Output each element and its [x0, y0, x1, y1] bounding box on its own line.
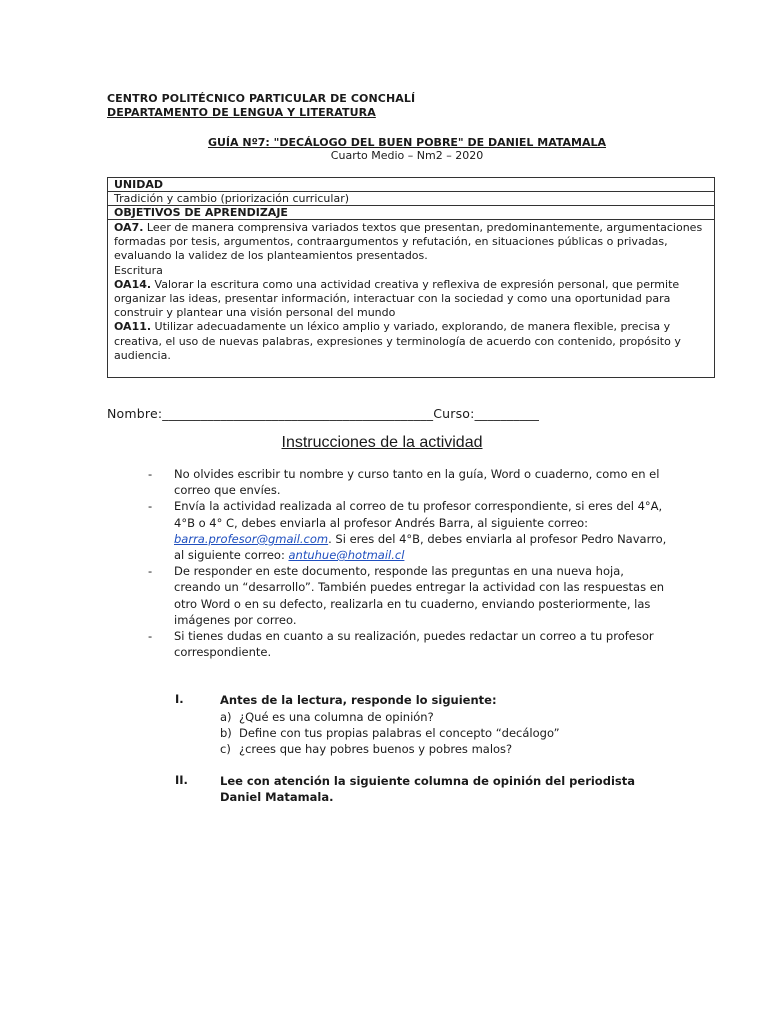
list-item: [148, 563, 668, 628]
section-reading: [175, 773, 655, 805]
unit-label: UNIDAD: [108, 178, 714, 192]
department-name: DEPARTAMENTO DE LENGUA Y LITERATURA: [107, 106, 376, 119]
bullet-dash: -: [148, 564, 153, 579]
unit-value: Tradición y cambio (priorización curricular): [108, 192, 714, 206]
institution-name: CENTRO POLITÉCNICO PARTICULAR DE CONCHALÍ: [107, 92, 416, 105]
activity-title: Instrucciones de la actividad: [281, 434, 483, 451]
section-before-reading: [175, 692, 655, 757]
question-text: Define con tus propias palabras el concepto “decálogo”: [239, 726, 560, 740]
list-item: [148, 466, 668, 498]
course-label: Curso:: [433, 406, 475, 421]
instruction-text: De responder en este documento, responde las preguntas en una nueva hoja, creando un “desarrollo”. También puedes entregar la actividad con las respuestas en otro Word o en su defecto, realizarla en tu cuaderno, enviando posteriormente, las imágenes por correo.: [174, 564, 665, 627]
question-letter: b): [220, 726, 232, 740]
objectives-cell: [108, 220, 714, 377]
objective-oa7: [114, 221, 708, 264]
objective-text: Utilizar adecuadamente un léxico amplio y variado, explorando, de manera flexible, precisa y creativa, el uso de nuevas palabras, expresiones y terminología de acuerdo con contenido, propósito y audiencia.: [114, 320, 681, 362]
bullet-dash: -: [148, 467, 153, 481]
objective-code: OA11.: [114, 320, 152, 334]
objective-text: Valorar la escritura como una actividad creativa y reflexiva de expresión personal, que permite organizar las ideas, presentar información, interactuar con la sociedad y como una oportunidad para construir y plantear una visión personal del mundo: [114, 277, 680, 320]
name-blank-field[interactable]: __________________________________________: [162, 406, 434, 421]
question-letter: a): [220, 710, 232, 724]
objective-text: Leer de manera comprensiva variados textos que presentan, predominantemente, argumentaciones formadas por tesis, argumentos, contraargumentos y refutación, en situaciones públicas o privadas, evaluando la validez de los planteamientos presentados.: [114, 221, 703, 263]
question-letter: c): [220, 742, 231, 756]
objective-code: OA14.: [114, 277, 152, 291]
guide-subtitle: Cuarto Medio – Nm2 – 2020: [330, 149, 484, 162]
section-title: Antes de la lectura, responde lo siguiente:: [220, 693, 497, 707]
question-item: [220, 709, 655, 725]
instruction-text: Envía la actividad realizada al correo de tu profesor correspondiente, si eres del 4°A, 4°B o 4° C, debes enviarla al profesor Andrés Barra, al siguiente correo:: [174, 499, 663, 530]
objectives-label: OBJETIVOS DE APRENDIZAJE: [108, 206, 714, 220]
objective-oa11: [114, 320, 708, 363]
instructions-list: [148, 466, 668, 660]
question-text: ¿Qué es una columna de opinión?: [239, 710, 434, 724]
bullet-dash: -: [148, 629, 153, 644]
question-item: [220, 741, 655, 757]
list-item: [148, 498, 668, 563]
question-list: [220, 709, 655, 757]
course-blank-field[interactable]: __________: [474, 406, 540, 421]
question-text: ¿crees que hay pobres buenos y pobres malos?: [239, 742, 513, 756]
unit-objectives-table: [107, 177, 715, 378]
question-item: [220, 725, 655, 741]
email-link-barra[interactable]: barra.profesor@gmail.com: [174, 531, 329, 546]
name-label: Nombre:: [107, 406, 163, 421]
instruction-text: Si tienes dudas en cuanto a su realización, puedes redactar un correo a tu profesor correspondiente.: [174, 629, 654, 660]
student-info-line: [107, 406, 539, 421]
email-link-navarro[interactable]: antuhue@hotmail.cl: [288, 548, 405, 563]
objective-writing-heading: [114, 264, 708, 278]
guide-title: GUÍA Nº7: "DECÁLOGO DEL BUEN POBRE" DE DANIEL MATAMALA: [207, 136, 607, 149]
bullet-dash: -: [148, 499, 153, 514]
objective-code: OA7.: [114, 221, 144, 234]
objective-text: Escritura: [114, 263, 163, 277]
list-item: [148, 628, 668, 660]
section-numeral: I.: [175, 692, 184, 706]
instruction-text: No olvides escribir tu nombre y curso tanto en la guía, Word o cuaderno, como en el correo que envíes.: [174, 467, 660, 498]
objective-oa14: [114, 278, 708, 321]
instruction-text: . Si eres del 4°B, debes enviarla al profesor Pedro Navarro, al siguiente correo:: [174, 531, 667, 563]
section-title: Lee con atención la siguiente columna de opinión del periodista Daniel Matamala.: [220, 774, 635, 804]
section-numeral: II.: [175, 773, 188, 787]
